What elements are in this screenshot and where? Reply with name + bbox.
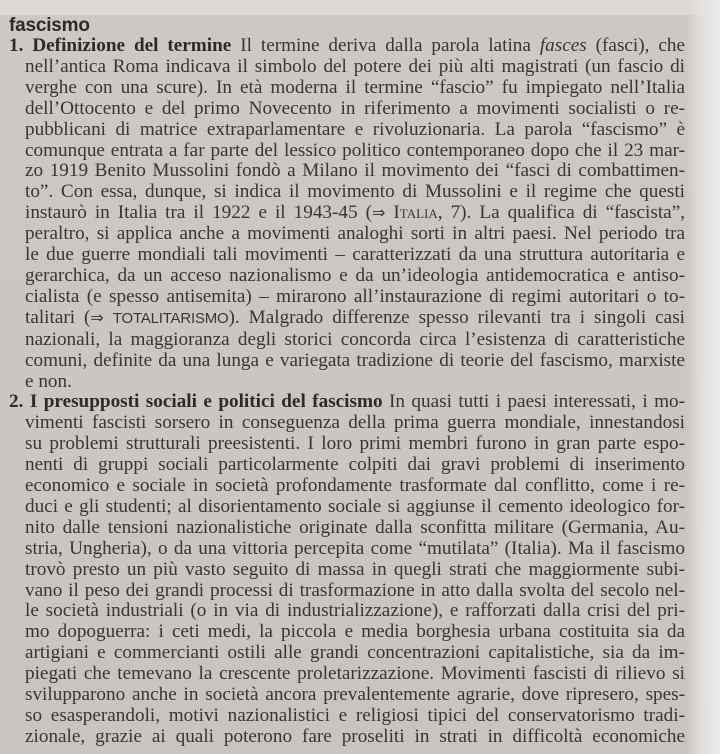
latin-term: fasces	[539, 35, 587, 56]
body-text: e non.	[25, 370, 72, 392]
section-first-line	[9, 392, 685, 413]
text-line	[9, 413, 685, 434]
text-line	[9, 539, 685, 560]
body-text: cialista (e spesso antisemita) – mirarono all’instaurazione di regimi autoritari o to-	[25, 285, 685, 307]
body-text: Il termine deriva dalla parola latina	[231, 35, 540, 56]
body-text: comunque entrata a far parte del lessico politico contemporaneo dopo che il 23 mar-	[25, 139, 685, 161]
dictionary-entry	[9, 15, 709, 748]
see-also-arrow-icon: ⇒	[372, 203, 386, 223]
text-line	[9, 57, 685, 78]
previous-page-strip	[0, 0, 720, 15]
body-text: nazionali, la maggioranza degli storici concorda circa l’esistenza di caratteristiche	[25, 328, 685, 350]
body-text: stria, Ungheria), o da una vittoria percepita come “mutilata” (Italia). Ma il fascismo	[25, 537, 685, 559]
text-line	[9, 727, 685, 748]
text-line	[9, 664, 685, 685]
section-number: 2.	[9, 391, 24, 413]
body-text: su problemi strutturali preesistenti. I loro primi membri furono in gran parte espo-	[25, 433, 685, 455]
text-line	[9, 560, 685, 581]
body-text: In quasi tutti i paesi interessati, i mo-	[382, 391, 686, 413]
body-text: trovò presto un più vasto seguito di massa in quegli strati che maggiormente subi-	[25, 558, 685, 580]
section-presupposti	[9, 392, 709, 747]
body-text: artigiani e commercianti ostili alle grandi concentrazioni capitalistiche, sia da im-	[25, 642, 685, 664]
text-line	[9, 182, 685, 203]
body-text: vano il peso dei grandi processi di trasformazione in atto dalla svolta del secolo nel-	[25, 579, 685, 601]
text-line	[9, 706, 685, 727]
text-line	[9, 266, 685, 287]
body-text: zo 1919 Benito Mussolini fondò a Milano il movimento dei “fasci di combattimen-	[25, 160, 685, 182]
section-heading: Definizione del termine	[32, 35, 232, 56]
entry-title: fascismo	[9, 15, 90, 36]
body-text: pubblicani di matrice extraparlamentare e rivoluzionaria. La parola “fascismo” è	[25, 118, 685, 140]
text-line	[9, 351, 685, 372]
see-also-arrow-icon: ⇒	[90, 307, 104, 327]
text-line	[9, 308, 685, 330]
body-text: so esasperandoli, motivi nazionalistici e religiosi tipici del conservatorismo tradi-	[25, 705, 685, 726]
body-text: nenti di gruppi sociali particolarmente colpiti dai gravi problemi di inserimento	[25, 454, 685, 476]
body-text: piegati che temevano la crescente proletarizzazione. Movimenti fascisti di rilievo si	[25, 663, 685, 685]
text-line	[9, 245, 685, 266]
text-line	[9, 99, 685, 120]
body-text: le due guerre mondiali tali movimenti – caratterizzati da una struttura autoritaria e	[25, 244, 685, 266]
body-text: duci e gli studenti; al disorientamento sociale si aggiunse il cemento ideologico for-	[25, 495, 685, 517]
body-text: zionale, grazie ai quali poterono fare proseliti in strati in difficoltà economiche	[25, 725, 685, 747]
text-line	[9, 601, 685, 622]
body-text: dell’Ottocento e del primo Novecento in riferimento a movimenti socialisti o re-	[25, 97, 685, 119]
body-text	[104, 307, 113, 328]
cross-reference[interactable]: Italia	[393, 202, 438, 224]
body-text: to”. Con essa, dunque, si indica il movimento di Mussolini e il regime che questi	[25, 181, 685, 203]
body-text: verghe con una scure). In età moderna il termine “fascio” fu impiegato nell’Italia	[25, 76, 685, 98]
text-line	[9, 203, 685, 224]
section-definizione	[9, 36, 709, 392]
text-line	[9, 120, 685, 141]
body-text: peraltro, si applica anche a movimenti analoghi sorti in altri paesi. Nel periodo tra	[25, 223, 685, 245]
text-line	[9, 287, 685, 308]
text-line	[9, 685, 685, 706]
body-text: , 7). La qualifica di “fascista”,	[437, 202, 686, 224]
body-text: talitari (	[25, 306, 91, 328]
text-line	[9, 622, 685, 643]
body-text: mo dopoguerra: i ceti medi, la piccola e media borghesia urbana costituita sia da	[25, 621, 685, 643]
text-line	[9, 434, 685, 455]
body-text: gerarchica, da un acceso nazionalismo e da un’ideologia antidemocratica e antiso-	[25, 264, 685, 286]
text-line	[9, 224, 685, 245]
text-line	[9, 141, 685, 162]
body-text: instaurò in Italia tra il 1922 e il 1943-45 (	[25, 202, 372, 224]
body-text: nell’antica Roma indicava il simbolo del potere dei più alti magistrati (un fascio di	[25, 55, 685, 77]
text-line	[9, 643, 685, 664]
body-text: le società industriali (o in via di industrializzazione), e rafforzati dalla crisi del pri-	[25, 600, 685, 622]
text-line	[9, 161, 685, 182]
text-line	[9, 497, 685, 518]
body-text: comuni, definite da una lunga e variegata tradizione di teorie del fascismo, marxiste	[25, 349, 685, 371]
text-line	[9, 372, 685, 393]
body-text: nito dalle tensioni nazionalistiche originate dalla sconfitta militare (Germania, Au-	[25, 516, 685, 538]
body-text: svilupparono anche in società ancora prevalentemente agrarie, dove ripresero, spes-	[25, 684, 685, 706]
section-heading: I presupposti sociali e politici del fascismo	[29, 391, 383, 413]
text-line	[9, 78, 685, 99]
text-line	[9, 476, 685, 497]
text-line	[9, 330, 685, 351]
text-line	[9, 455, 685, 476]
body-text: ). Malgrado differenze spesso rilevanti tra i singoli casi	[228, 306, 685, 328]
section-number: 1.	[9, 35, 24, 56]
section-first-line	[9, 36, 685, 57]
body-text: vimenti fascisti sorsero in conseguenza della prima guerra mondiale, innestandosi	[25, 412, 685, 434]
text-line	[9, 581, 685, 602]
cross-reference[interactable]: TOTALITARISMO	[112, 309, 229, 327]
text-line	[9, 518, 685, 539]
body-text: (fasci), che	[586, 35, 685, 56]
body-text: economico e sociale in società profondamente trasformate dal conflitto, come i re-	[25, 475, 685, 497]
